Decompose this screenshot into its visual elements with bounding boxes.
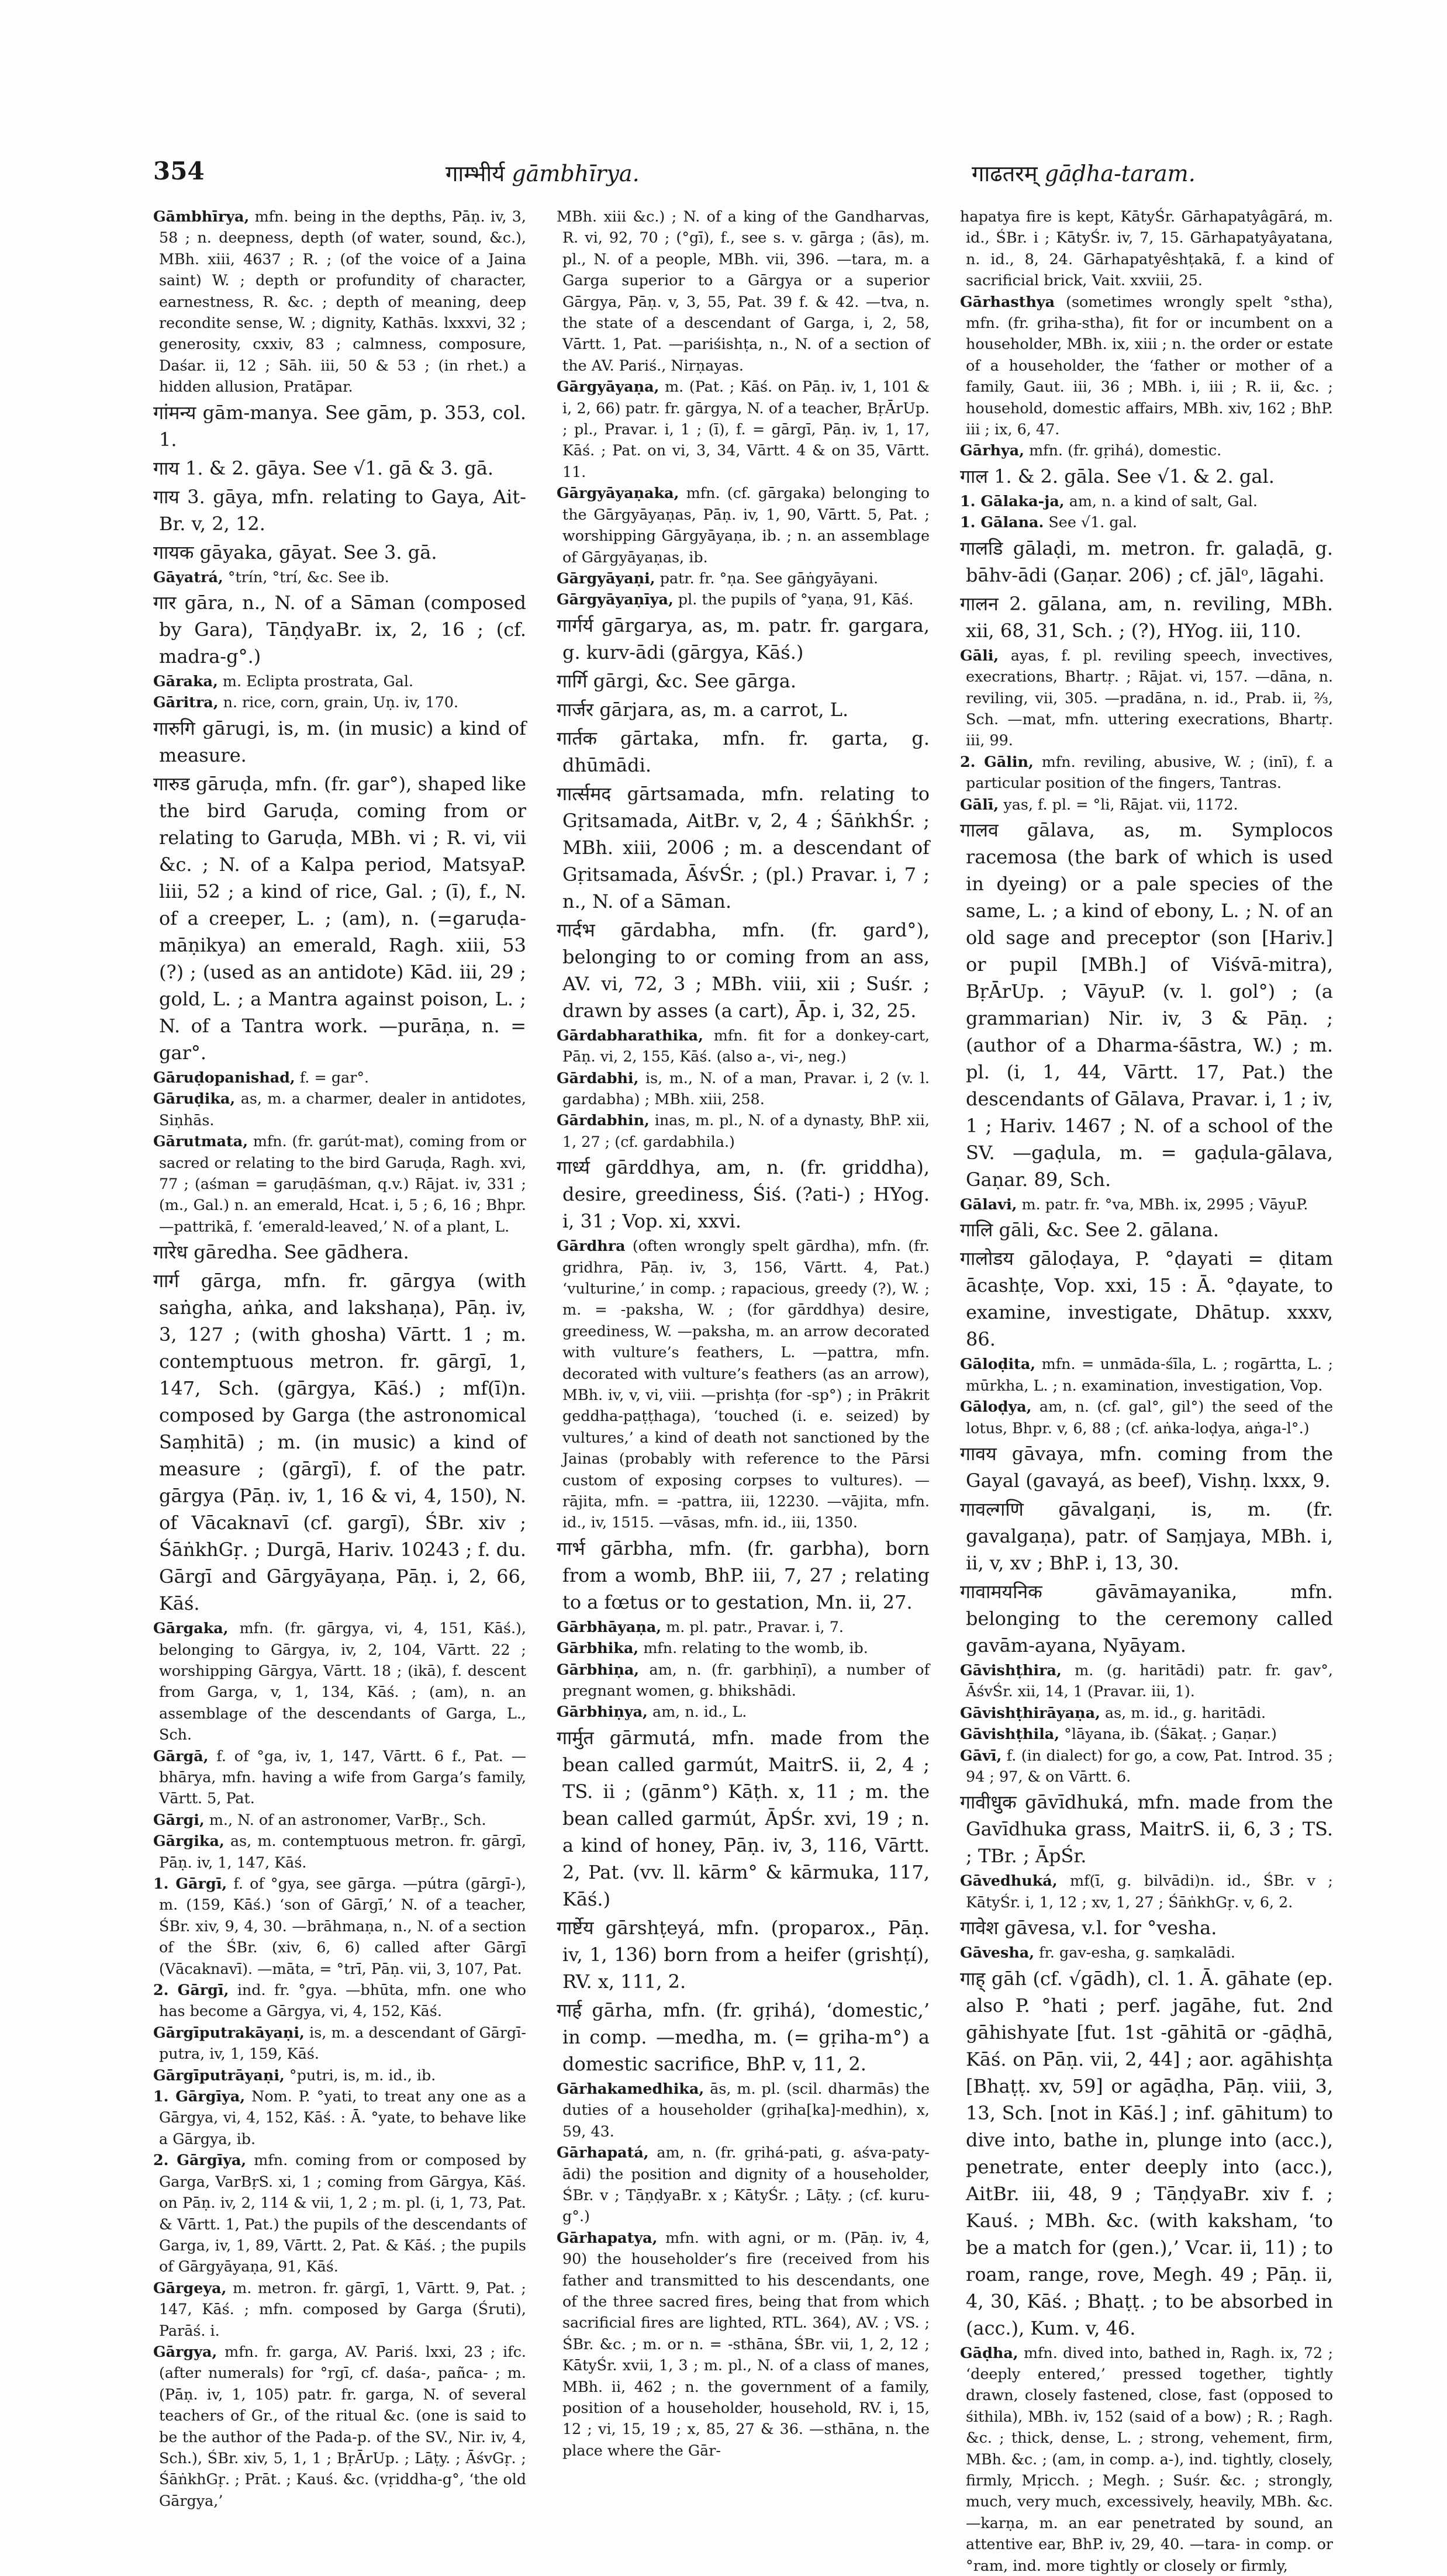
entry-keyword: गालव: [960, 818, 999, 841]
entry-text: patr. fr. °ṇa. See gāṅgyāyani.: [655, 569, 879, 587]
entry-text: m., N. of an astronomer, VarBṛ., Sch.: [204, 1810, 486, 1828]
dictionary-entry: [960, 751, 1333, 794]
entry-text: gām-manya. See gām, p. 353, col. 1.: [159, 401, 526, 451]
entry-text: gārddhya, am, n. (fr. griddha), desire, greediness, Śiś. (?ati-) ; HYog. i, 31 ; Vop. xi, xxvi.: [562, 1156, 930, 1233]
entry-text: f. of °gya, see gārga. —pútra (gārgī-), m. (159, Kāś.) ‘son of Gārgī,’ N. of a teacher, ŚBr. xiv, 9, 4, 30. —brāhmaṇa, n., N. of a section of the ŚBr. (xiv, 6, 6) called after Gārgī (Vācaknavī). —māta, = °trī, Pāṇ. vii, 3, 107, Pat.: [159, 1875, 526, 1977]
entry-text: gālava, as, m. Symplocos racemosa (the bark of which is used in dyeing) or a pale species of the same, L. ; a kind of ebony, L. ; N. of an old sage and preceptor (son [Hariv.] or pupil [MBh.] of Viśvā-mitra), BṛĀrUp. ; VāyuP. (v. l. gol°) ; (a grammarian) Nir. iv, 3 & Pāṇ. ; (author of a Dharma-śāstra, W.) ; m. pl. (i, 1, 44, Vārtt. 17, Pat.) the descendants of Gālava, Pravar. i, 1 ; iv, 1 ; Hariv. 1467 ; N. of a school of the SV. —gaḍula, m. = gaḍula-gālava, Gaṇar. 89, Sch.: [966, 818, 1333, 1191]
entry-keyword: गावीधुक: [960, 1791, 1017, 1814]
entry-keyword: Gārgyāyaṇa,: [557, 378, 659, 396]
entry-keyword: गार्त्समद: [557, 782, 612, 805]
dictionary-headword-entry: [960, 817, 1333, 1193]
dictionary-entry: [960, 1659, 1333, 1702]
entry-text: gārgi, &c. See gārga.: [587, 669, 797, 692]
entry-text: gāra, n., N. of a Sāman (composed by Gara), TāṇḍyaBr. ix, 2, 16 ; (cf. madra-g°.): [159, 592, 526, 668]
dictionary-entry: [960, 645, 1333, 751]
dictionary-entry: [557, 589, 930, 610]
entry-text: gāredha. See gādhera.: [188, 1241, 409, 1264]
dictionary-entry: [153, 206, 526, 397]
entry-keyword: गाय: [153, 457, 179, 479]
entry-text: gārugi, is, m. (in music) a kind of measure.: [159, 717, 526, 766]
entry-keyword: 1. Gārgī,: [153, 1875, 227, 1892]
entry-keyword: Gāli,: [960, 646, 999, 664]
entry-keyword: Gāraka,: [153, 672, 218, 690]
dictionary-entry: [153, 1130, 526, 1237]
entry-text: gāvīdhuká, mfn. made from the Gavīdhuka grass, MaitrS. ii, 6, 3 ; TS. ; TBr. ; ĀpŚr.: [966, 1791, 1333, 1868]
dictionary-entry: [153, 1745, 526, 1809]
entry-keyword: गार्ग: [153, 1270, 179, 1292]
dictionary-entry: [153, 2086, 526, 2149]
dictionary-entry: [153, 2277, 526, 2341]
dictionary-headword-entry: [153, 1267, 526, 1617]
entry-keyword: गाल: [960, 465, 989, 487]
entry-text: gārha, mfn. (fr. gṛihá), ‘domestic,’ in comp. —medha, m. (= gṛiha-m°) a domestic sacrifice, BhP. v, 11, 2.: [562, 1998, 930, 2075]
entry-keyword: गालि: [960, 1219, 993, 1242]
entry-keyword: गार्ध्य: [557, 1156, 590, 1179]
dictionary-entry: [153, 2149, 526, 2277]
entry-text: (often wrongly spelt gārdha), mfn. (fr. gridhra, Pāṇ. iv, 3, 156, Vārtt. 4, Pat.) ‘vulturine,’ in comp. ; rapacious, greedy (?), W. ; m. = -paksha, W. ; (for gārddhya) desire, greediness, W. —paksha, m. an arrow decorated with vulture’s feathers, L. —pattra, mfn. decorated with vulture’s feathers (as an arrow), MBh. iv, v, vi, viii. —prishṭa (for -sp°) ; in Prākrit geddha-paṭṭhaga), ‘touched (i. e. seized) by vultures,’ a kind of death not sanctioned by the Jainas (probably with reference to the Pārsi custom of exposing corpses to vultures). —rājita, mfn. = -pattra, iii, 12230. —vājita, mfn. id., iv, 1515. —vāsas, mfn. id., iii, 1350.: [562, 1237, 930, 1531]
entry-text: gārgarya, as, m. patr. fr. gargara, g. kurv-ādi (gārgya, Kāś.): [562, 614, 930, 663]
dictionary-headword-entry: [153, 399, 526, 453]
entry-text: 3. gāya, mfn. relating to Gaya, Ait-Br. v, 2, 12.: [159, 485, 526, 535]
entry-text: mfn. relating to the womb, ib.: [638, 1639, 868, 1657]
dictionary-entry: [960, 1745, 1333, 1787]
entry-text: gārtaka, mfn. fr. garta, g. dhūmādi.: [562, 727, 930, 776]
entry-text: m. (Pat. ; Kāś. on Pāṇ. iv, 1, 101 & i, 2, 66) patr. fr. gārgya, N. of a teacher, BṛĀrUp. ; pl., Pravar. i, 1 ; (ī), f. = gārgī, Pāṇ. iv, 1, 17, Kāś. ; Pat. on vi, 3, 34, Vārtt. 4 & on 35, Vārtt. 11.: [562, 378, 930, 480]
entry-text: See √1. gal.: [1044, 513, 1137, 531]
dictionary-headword-entry: [960, 463, 1333, 490]
entry-keyword: Gārbhiṇa,: [557, 1660, 640, 1678]
entry-keyword: Gāvishṭhila,: [960, 1725, 1060, 1743]
right-headword: [972, 158, 1196, 188]
dictionary-headword-entry: [557, 1914, 930, 1995]
dictionary-headword-entry: [960, 1789, 1333, 1869]
entry-text: (sometimes wrongly spelt °stha), mfn. (fr. griha-stha), fit for or incumbent on a householder, MBh. ix, xiii ; n. the order or estate of a householder, the ‘father or mother of a family, Gaut. iii, 36 ; MBh. i, iii ; R. ii, &c. ; household, domestic affairs, MBh. xiv, 162 ; BhP. iii ; ix, 6, 47.: [966, 292, 1333, 438]
entry-text: m. metron. fr. gārgī, 1, Vārtt. 9, Pat. ; 147, Kāś. ; mfn. composed by Garga (Śruti), Parāś. i.: [159, 2278, 526, 2339]
entry-keyword: Gāvishṭhira,: [960, 1661, 1062, 1679]
dictionary-headword-entry: [153, 715, 526, 769]
entry-text: gālaḍi, m. metron. fr. galaḍā, g. bāhv-ādi (Gaṇar. 206) ; cf. jālᵒ, lāgahi.: [966, 537, 1333, 586]
entry-keyword: Gārgika,: [153, 1832, 225, 1850]
entry-text: 1. & 2. gāla. See √1. & 2. gal.: [988, 465, 1275, 487]
entry-keyword: गालन: [960, 592, 999, 615]
entry-keyword: Gārhapatá,: [557, 2143, 649, 2162]
dictionary-headword-entry: [960, 1216, 1333, 1243]
entry-keyword: Gārutmata,: [153, 1132, 248, 1150]
entry-text: ayas, f. pl. reviling speech, invectives, execrations, Bhartṛ. ; Rājat. vi, 157. —dāna, n. reviling, vii, 305. —pradāna, n. id., Prab. ii, ⅔, Sch. —mat, mfn. uttering execrations, Bhartṛ. iii, 99.: [966, 646, 1333, 749]
entry-keyword: गार्ह: [557, 1998, 582, 2021]
entry-text: gāloḍaya, P. °ḍayati = ḍitam ācashṭe, Vop. xxi, 15 : Ā. °ḍayate, to examine, investigate, Dhātup. xxxv, 86.: [966, 1247, 1333, 1351]
dictionary-headword-entry: [557, 917, 930, 1024]
dictionary-entry: [557, 1701, 930, 1722]
dictionary-headword-entry: [960, 1965, 1333, 2342]
entry-keyword: गालोडय: [960, 1247, 1014, 1270]
entry-keyword: Gārgā,: [153, 1747, 209, 1765]
entry-text: mfn. with agni, or m. (Pāṇ. iv, 4, 90) the householder’s fire (received from his father and transmitted to his descendants, one of the three sacred fires, being that from which sacrificial fires are lighted, RTL. 364), AV. ; VS. ; ŚBr. &c. ; m. or n. = -sthāna, ŚBr. vii, 1, 2, 12 ; KātyŚr. xvii, 1, 3 ; m. pl., N. of a class of manes, MBh. ii, 462 ; n. the government of a family, position of a householder, household, RV. i, 15, 12 ; vi, 15, 19 ; x, 85, 27 & 36. —sthāna, n. the place where the Gār-: [562, 2228, 930, 2459]
entry-text: ind. fr. °gya. —bhūta, mfn. one who has become a Gārgya, vi, 4, 152, Kāś.: [159, 1981, 526, 2020]
entry-text: hapatya fire is kept, KātyŚr. Gārhapatyâgārá, m. id., ŚBr. i ; KātyŚr. iv, 7, 15. Gārhapatyâyatana, n. id., 8, 24. Gārhapatyêshṭakā, f. a kind of sacrificial brick, Vait. xxviii, 25.: [960, 208, 1333, 289]
entry-keyword: Gāruḍopanishad,: [153, 1068, 295, 1086]
entry-keyword: गाह्: [960, 1967, 986, 1990]
entry-text: ās, m. pl. (scil. dharmās) the duties of a householder (gṛiha[ka]-medhin), x, 59, 43.: [562, 2079, 930, 2140]
entry-keyword: गाय: [153, 485, 179, 508]
dictionary-headword-entry: [557, 780, 930, 915]
entry-keyword: Gāloḍya,: [960, 1398, 1032, 1416]
entry-keyword: गार्दभ: [557, 918, 595, 941]
dictionary-entry: [153, 691, 526, 713]
entry-keyword: Gārgīputrakāyaṇi,: [153, 2023, 305, 2041]
entry-keyword: गार्तक: [557, 727, 598, 749]
entry-text: as, m. a charmer, dealer in antidotes, Siṇhās.: [159, 1090, 526, 1129]
entry-keyword: Gārgyāyaṇi,: [557, 569, 655, 587]
entry-text: 1. & 2. gāya. See √1. gā & 3. gā.: [179, 457, 494, 479]
entry-text: gāruḍa, mfn. (fr. gar°), shaped like the bird Garuḍa, coming from or relating to Garuḍa, MBh. vi ; R. vi, vii &c. ; N. of a Kalpa period, MatsyaP. liii, 52 ; a kind of rice, Gal. ; (ī), f., N. of a creeper, L. ; (am), n. (=garuḍa-māṇikya) an emerald, Ragh. xiii, 53 (?) ; (used as an antidote) Kād. iii, 29 ; gold, L. ; a Mantra against poison, L. ; N. of a Tantra work. —purāṇa, n. = gar°.: [159, 772, 526, 1064]
dictionary-headword-entry: [960, 1245, 1333, 1353]
entry-text: f. (in dialect) for go, a cow, Pat. Introd. 35 ; 94 ; 97, & on Vārtt. 6.: [966, 1746, 1333, 1785]
entry-keyword: 2. Gālin,: [960, 752, 1034, 770]
entry-keyword: गारुगि: [153, 717, 195, 739]
entry-text: mfn. reviling, abusive, W. ; (inī), f. a particular position of the fingers, Tantras.: [966, 752, 1334, 792]
entry-text: gārmutá, mfn. made from the bean called garmút, MaitrS. ii, 2, 4 ; TS. ii ; (gānm°) Kāṭh. x, 11 ; m. the bean called garmút, ĀpŚr. xvi, 19 ; n. a kind of honey, Pāṇ. iv, 3, 116, Vārtt. 2, Pat. (vv. ll. kārm° & kārmuka, 117, Kāś.): [562, 1726, 930, 1910]
dictionary-entry: [557, 2142, 930, 2227]
entry-text: gārshṭeyá, mfn. (proparox., Pāṇ. iv, 1, 136) born from a heifer (grishṭí), RV. x, 111, 2.: [562, 1916, 930, 1993]
dictionary-entry: [557, 482, 930, 568]
entry-keyword: Gāvedhuká,: [960, 1872, 1058, 1890]
entry-text: mfn. (fr. gṛihá), domestic.: [1024, 441, 1222, 459]
entry-keyword: Gārgyāyaṇīya,: [557, 590, 674, 608]
dictionary-headword-entry: [153, 1239, 526, 1265]
dictionary-headword-entry: [960, 1440, 1333, 1494]
dictionary-entry: [557, 568, 930, 589]
entry-keyword: Gāyatrá,: [153, 568, 223, 586]
dictionary-entry: [153, 1873, 526, 1979]
entry-text: gārjara, as, m. a carrot, L.: [593, 698, 849, 721]
entry-keyword: Gārdabharathika,: [557, 1026, 703, 1044]
entry-text: °lāyana, ib. (Śākaṭ. ; Gaṇar.): [1059, 1725, 1277, 1743]
entry-text: gāvaya, mfn. coming from the Gayal (gavayá, as beef), Vishṇ. lxxx, 9.: [966, 1442, 1333, 1492]
dictionary-entry: [153, 1809, 526, 1830]
dictionary-entry: [960, 490, 1333, 511]
entry-text: pl. the pupils of °yaṇa, 91, Kāś.: [673, 590, 914, 608]
entry-text: gārbha, mfn. (fr. garbha), born from a womb, BhP. iii, 7, 27 ; relating to a fœtus or to gestation, Mn. ii, 27.: [562, 1537, 930, 1613]
dictionary-headword-entry: [557, 668, 930, 694]
dictionary-entry: [960, 1870, 1333, 1913]
dictionary-entry: [960, 1194, 1333, 1215]
dictionary-entry: [557, 1659, 930, 1702]
right-headword-roman: gāḍha-taram.: [1044, 161, 1196, 186]
dictionary-entry: [153, 1617, 526, 1745]
dictionary-columns: [153, 206, 1334, 2574]
entry-text: MBh. xiii &c.) ; N. of a king of the Gandharvas, R. vi, 92, 70 ; (°gī), f., see s. v. gārga ; (ās), m. pl., N. of a people, MBh. vii, 396. —tara, m. a Garga superior to a Gārgya or a superior Gārgya, Pāṇ. v, 3, 55, Pat. 39 f. & 42. —tva, n. the state of a descendant of Garga, i, 2, 58, Vārtt. 1, Pat. —pariśishṭa, n., N. of a section of the AV. Pariś., Nirṇayas.: [557, 208, 930, 374]
entry-text: gāh (cf. √gādh), cl. 1. Ā. gāhate (ep. also P. °hati ; perf. jagāhe, fut. 2nd gāhishyate [fut. 1st -gāhitā or -gāḍhā, Kāś. on Pāṇ. vii, 2, 44] ; aor. agāhishṭa [Bhaṭṭ. xv, 59] or agāḍha, Pāṇ. viii, 3, 13, Sch. [not in Kāś.] ; inf. gāhitum) to dive into, bathe in, plunge into (acc.), penetrate, enter deeply into (acc.), AitBr. iii, 48, 9 ; TāṇḍyaBr. xiv f. ; Kauś. ; MBh. &c. (with kaksham, ‘to be a match for (gen.),’ Vcar. ii, 11) ; to roam, range, rove, Megh. 49 ; Pāṇ. ii, 4, 30, Kāś. ; Bhaṭṭ. ; to be absorbed in (acc.), Kum. v, 46.: [966, 1967, 1333, 2339]
entry-text: f. = gar°.: [295, 1068, 369, 1086]
entry-text: mfn. (fr. gārgya, vi, 4, 151, Kāś.), belonging to Gārgya, iv, 2, 104, Vārtt. 22 ; worshipping Gārgya, Vārtt. 18 ; (ikā), f. descent from Garga, v, 1, 134, Kāś. ; (am), n. an assemblage of the descendants of Garga, L., Sch.: [159, 1619, 526, 1744]
entry-text: mfn. (fr. garút-mat), coming from or sacred or relating to the bird Garuḍa, Ragh. xvi, 77 ; (aśman = garuḍāśman, q.v.) Rājat. iv, 331 ; (m., Gal.) n. an emerald, Hcat. i, 5 ; 6, 16 ; Bhpr. —pattrikā, f. ‘emerald-leaved,’ N. of a plant, L.: [159, 1132, 526, 1235]
right-headword-devanagari: गाढतरम्: [972, 161, 1038, 186]
entry-text: 2. gālana, am, n. reviling, MBh. xii, 68, 31, Sch. ; (?), HYog. iii, 110.: [966, 592, 1333, 642]
entry-keyword: Gārbhika,: [557, 1639, 639, 1657]
dictionary-headword-entry: [557, 696, 930, 723]
entry-text: °putri, is, m. id., ib.: [284, 2066, 436, 2084]
entry-text: mfn. fr. garga, AV. Pariś. lxxi, 23 ; ifc. (after numerals) for °rgī, cf. daśa-, pañca- ; m. (Pāṇ. iv, 1, 105) patr. fr. garga, N. of several teachers of Gr., of the ritual &c. (one is said to be the author of the Pada-p. of the SV., Nir. iv, 4, Sch.), ŚBr. xiv, 5, 1, 1 ; BṛĀrUp. ; Lāṭy. ; ĀśvGṛ. ; ŚāṅkhGṛ. ; Prāt. ; Kauś. &c. (vṛiddha-g°, ‘the old Gārgya,’: [159, 2342, 526, 2509]
dictionary-headword-entry: [557, 612, 930, 666]
entry-text: mf(ī, g. bilvādi)n. id., ŚBr. v ; KātyŚr. i, 1, 12 ; xv, 1, 27 ; ŚāṅkhGṛ. v, 6, 2.: [966, 1872, 1333, 1911]
entry-text: am, n. id., L.: [647, 1703, 747, 1721]
entry-text: am, n. a kind of salt, Gal.: [1064, 492, 1258, 510]
dictionary-entry: [153, 1088, 526, 1130]
entry-keyword: गार्गर्य: [557, 614, 593, 637]
entry-keyword: Gārhya,: [960, 441, 1025, 459]
entry-keyword: गावल्गणि: [960, 1498, 1024, 1520]
entry-text: gāvāmayanika, mfn. belonging to the ceremony called gavām-ayana, Nyāyam.: [966, 1580, 1333, 1657]
entry-text: as, m. contemptuous metron. fr. gārgī, Pāṇ. iv, 1, 147, Kāś.: [159, 1832, 526, 1871]
page-number: 354: [153, 157, 205, 185]
entry-keyword: Gārdabhin,: [557, 1111, 650, 1129]
dictionary-entry: [153, 1067, 526, 1088]
dictionary-entry: [557, 1235, 930, 1533]
dictionary-headword-entry: [557, 725, 930, 779]
entry-text: m. pl. patr., Pravar. i, 7.: [661, 1617, 844, 1635]
entry-text: mfn. dived into, bathed in, Ragh. ix, 72 ; ‘deeply entered,’ pressed together, tightly drawn, closely fastened, close, fast (opposed to śithila), MBh. iv, 152 (said of a bow) ; R. ; Ragh. &c. ; thick, dense, L. ; strong, vehement, firm, MBh. &c. ; (am, in comp. a-), ind. tightly, closely, firmly, Mṛicch. ; Megh. ; Suśr. &c. ; strongly, much, very much, excessively, heavily, MBh. &c. —karṇa, m. an ear penetrated by sound, an attentive ear, BhP. iv, 29, 40. —tara- in comp. or °ram, ind. more tightly or closely or firmly,: [966, 2343, 1333, 2574]
entry-text: n. rice, corn, grain, Uṇ. iv, 170.: [218, 693, 459, 711]
entry-keyword: Gārhasthya: [960, 292, 1055, 310]
dictionary-entry: [557, 206, 930, 376]
entry-keyword: Gārgyāyaṇaka,: [557, 484, 679, 502]
dictionary-entry: [153, 1830, 526, 1873]
entry-text: fr. gav-esha, g. saṃkalādi.: [1034, 1944, 1235, 1962]
entry-keyword: गार्जर: [557, 698, 594, 721]
entry-keyword: Gārbhāyaṇa,: [557, 1617, 662, 1635]
dictionary-entry: [153, 2341, 526, 2511]
entry-text: °trín, °trí, &c. See ib.: [223, 568, 389, 586]
dictionary-headword-entry: [153, 589, 526, 670]
entry-keyword: गार्गि: [557, 669, 588, 692]
dictionary-headword-entry: [557, 1724, 930, 1913]
dictionary-entry: [557, 1637, 930, 1658]
dictionary-headword-entry: [557, 1997, 930, 2077]
dictionary-entry: [960, 1942, 1333, 1963]
entry-keyword: गारुड: [153, 772, 190, 795]
entry-keyword: गावय: [960, 1442, 997, 1465]
dictionary-entry: [153, 670, 526, 691]
dictionary-entry: [153, 2022, 526, 2065]
entry-keyword: Gārbhiṇya,: [557, 1703, 648, 1721]
entry-text: as, m. id., g. haritādi.: [1100, 1703, 1266, 1721]
dictionary-entry: [153, 566, 526, 587]
entry-text: mfn. = unmāda-śīla, L. ; rogārtta, L. ; mūrkha, L. ; n. examination, investigation, Vop.: [966, 1355, 1333, 1394]
entry-text: gāli, &c. See 2. gālana.: [993, 1219, 1219, 1242]
entry-keyword: Gārhapatya,: [557, 2228, 658, 2246]
dictionary-entry: [960, 2342, 1333, 2576]
entry-text: m. (g. haritādi) patr. fr. gav°, ĀśvŚr. xii, 14, 1 (Pravar. iii, 1).: [966, 1661, 1333, 1700]
entry-keyword: गारेध: [153, 1241, 188, 1264]
left-headword: [446, 158, 640, 188]
entry-keyword: Gārdabhi,: [557, 1069, 639, 1087]
column-3: [960, 206, 1334, 2574]
entry-keyword: Gāritra,: [153, 693, 219, 711]
dictionary-entry: [960, 1353, 1333, 1396]
entry-text: gāvesa, v.l. for °vesha.: [998, 1917, 1217, 1939]
column-1: [153, 206, 526, 2509]
entry-keyword: गांमन्य: [153, 401, 196, 424]
dictionary-entry: [557, 376, 930, 482]
running-header: [153, 157, 1334, 192]
entry-keyword: गार्ष्टेय: [557, 1916, 594, 1939]
entry-keyword: गावेश: [960, 1917, 999, 1939]
dictionary-entry: [960, 440, 1333, 461]
entry-keyword: 1. Gālana.: [960, 513, 1044, 531]
dictionary-headword-entry: [153, 770, 526, 1066]
dictionary-entry: [960, 511, 1333, 533]
entry-text: gāvalgaṇi, is, m. (fr. gavalgaṇa), patr. of Saṃjaya, MBh. i, ii, v, xv ; BhP. i, 13, 30.: [966, 1498, 1333, 1574]
entry-keyword: Gāvī,: [960, 1746, 1002, 1764]
dictionary-headword-entry: [960, 590, 1333, 644]
entry-keyword: 1. Gārgīya,: [153, 2087, 246, 2105]
entry-keyword: Gārgīputrāyaṇi,: [153, 2066, 285, 2084]
entry-keyword: 1. Gālaka-ja,: [960, 492, 1065, 510]
left-headword-devanagari: गाम्भीर्य: [446, 161, 505, 186]
entry-text: m. Eclipta prostrata, Gal.: [217, 672, 414, 690]
entry-keyword: Gāvesha,: [960, 1944, 1035, 1962]
entry-keyword: गालडि: [960, 537, 1003, 559]
entry-keyword: 2. Gārgī,: [153, 1981, 229, 1999]
entry-keyword: 2. Gārgīya,: [153, 2151, 247, 2169]
left-headword-roman: gāmbhīrya.: [512, 161, 640, 186]
entry-keyword: Gāmbhīrya,: [153, 208, 250, 225]
entry-text: is, m., N. of a man, Pravar. i, 2 (v. l. gardabha) ; MBh. xiii, 258.: [562, 1069, 930, 1108]
entry-keyword: Gārgeya,: [153, 2278, 227, 2297]
entry-keyword: गावामयनिक: [960, 1580, 1042, 1603]
dictionary-entry: [153, 1979, 526, 2022]
dictionary-entry: [960, 794, 1333, 815]
entry-keyword: Gārgi,: [153, 1810, 205, 1828]
entry-text: yas, f. pl. = °li, Rājat. vii, 1172.: [999, 795, 1238, 813]
dictionary-entry: [960, 291, 1333, 440]
entry-text: gāyaka, gāyat. See 3. gā.: [194, 541, 437, 563]
dictionary-entry: [557, 1109, 930, 1152]
dictionary-headword-entry: [153, 483, 526, 537]
entry-text: gārga, mfn. fr. gārgya (with saṅgha, aṅka, and lakshaṇa), Pāṇ. iv, 3, 127 ; (with ghosha) Vārtt. 1 ; m. contemptuous metron. fr. gārgī, 1, 147, Sch. (gārgya, Kāś.) ; mf(ī)n. composed by Garga (the astronomical Saṃhitā) ; m. (in music) a kind of measure ; (gārgī), f. of the patr. gārgya (Pāṇ. iv, 1, 16 & vi, 4, 150), N. of Vācaknavī (cf. gargī), ŚBr. xiv ; ŚāṅkhGṛ. ; Durgā, Hariv. 10243 ; f. du. Gārgī and Gārgyāyaṇa, Pāṇ. i, 2, 66, Kāś.: [159, 1270, 526, 1615]
entry-keyword: गार्भ: [557, 1537, 585, 1560]
entry-keyword: Gārhakamedhika,: [557, 2079, 704, 2097]
entry-text: mfn. fit for a donkey-cart, Pāṇ. vi, 2, 155, Kāś. (also a-, vi-, neg.): [562, 1026, 930, 1066]
dictionary-entry: [960, 1702, 1333, 1723]
entry-text: gārdabha, mfn. (fr. gard°), belonging to or coming from an ass, AV. vi, 72, 3 ; MBh. viii, xii ; Suśr. ; drawn by asses (a cart), Āp. i, 32, 25.: [562, 918, 930, 1022]
dictionary-headword-entry: [960, 1578, 1333, 1659]
dictionary-headword-entry: [960, 1914, 1333, 1941]
entry-keyword: Gārgaka,: [153, 1619, 229, 1637]
dictionary-headword-entry: [557, 1535, 930, 1616]
entry-text: inas, m. pl., N. of a dynasty, BhP. xii, 1, 27 ; (cf. gardabhila.): [562, 1111, 930, 1150]
entry-keyword: Gālī,: [960, 795, 999, 813]
entry-text: is, m. a descendant of Gārgī-putra, iv, 1, 159, Kāś.: [159, 2023, 526, 2063]
entry-keyword: Gārgya,: [153, 2342, 217, 2360]
entry-text: f. of °ga, iv, 1, 147, Vārtt. 6 f., Pat. —bhārya, mfn. having a wife from Garga’s family, Vārtt. 5, Pat.: [159, 1747, 526, 1807]
entry-text: mfn. (cf. gārgaka) belonging to the Gārgyāyaṇas, Pāṇ. iv, 1, 90, Vārtt. 5, Pat. ; worshipping Gārgyāyaṇa, ib. ; n. an assemblage of Gārgyāyaṇas, ib.: [562, 484, 930, 566]
entry-text: mfn. coming from or composed by Garga, VarBṛS. xi, 1 ; coming from Gārgya, Kāś. on Pāṇ. iv, 2, 114 & vii, 1, 2 ; m. pl. (i, 1, 73, Pat. & Vārtt. 1, Pat.) the pupils of the descendants of Garga, iv, 1, 89, Vārtt. 2, Pat. & Kāś. ; the pupils of Gārgyāyaṇa, 91, Kāś.: [159, 2151, 526, 2276]
dictionary-headword-entry: [960, 535, 1333, 589]
entry-keyword: गार्मुत: [557, 1726, 594, 1749]
dictionary-entry: [557, 2227, 930, 2461]
entry-keyword: Gālavi,: [960, 1195, 1017, 1213]
dictionary-entry: [557, 1025, 930, 1067]
dictionary-entry: [153, 2065, 526, 2086]
entry-text: gārtsamada, mfn. relating to Gṛitsamada, AitBr. v, 2, 4 ; ŚāṅkhŚr. ; MBh. xiii, 2006 ; m. a descendant of Gṛitsamada, ĀśvŚr. ; (pl.) Pravar. i, 7 ; n., N. of a Sāman.: [562, 782, 930, 912]
entry-text: Nom. P. °yati, to treat any one as a Gārgya, vi, 4, 152, Kāś. : Ā. °yate, to behave like a Gārgya, ib.: [159, 2087, 526, 2148]
entry-keyword: Gāruḍika,: [153, 1090, 236, 1108]
dictionary-headword-entry: [153, 539, 526, 566]
entry-keyword: Gāvishṭhirāyaṇa,: [960, 1703, 1100, 1721]
entry-keyword: गायक: [153, 541, 194, 563]
dictionary-entry: [557, 1616, 930, 1637]
dictionary-headword-entry: [557, 1154, 930, 1235]
dictionary-entry: [960, 1723, 1333, 1744]
entry-keyword: Gāloḍita,: [960, 1355, 1036, 1373]
entry-text: mfn. being in the depths, Pāṇ. iv, 3, 58 ; n. deepness, depth (of water, sound, &c.), MBh. xiii, 4637 ; R. ; (of the voice of a Jaina saint) W. ; depth or profundity of character, earnestness, R. &c. ; depth of meaning, deep recondite sense, W. ; dignity, Kathās. lxxxvi, 32 ; generosity, cxxiv, 83 ; calmness, composure, Daśar. ii, 12 ; Sāh. iii, 50 & 53 ; (in rhet.) a hidden allusion, Pratāpar.: [159, 208, 526, 396]
entry-keyword: गार: [153, 592, 177, 614]
entry-keyword: Gārdhra: [557, 1237, 626, 1255]
dictionary-headword-entry: [960, 1496, 1333, 1576]
dictionary-headword-entry: [153, 455, 526, 482]
dictionary-entry: [960, 1396, 1333, 1439]
entry-text: am, n. (cf. gal°, gil°) the seed of the lotus, Bhpr. v, 6, 88 ; (cf. aṅka-loḍya, aṅga-l°.): [966, 1398, 1333, 1437]
dictionary-entry: [960, 206, 1333, 291]
dictionary-entry: [557, 2078, 930, 2142]
entry-keyword: Gāḍha,: [960, 2343, 1018, 2361]
entry-text: m. patr. fr. °va, MBh. ix, 2995 ; VāyuP.: [1017, 1195, 1308, 1213]
entry-text: am, n. (fr. gṛihá-pati, g. aśva-paty-ādi) the position and dignity of a householder, ŚBr. v ; TāṇḍyaBr. x ; KātyŚr. ; Lāṭy. ; (cf. kuru-g°.): [562, 2143, 930, 2225]
column-2: [557, 206, 930, 2459]
dictionary-entry: [557, 1067, 930, 1110]
entry-text: am, n. (fr. garbhiṇī), a number of pregnant women, g. bhikshādi.: [562, 1660, 930, 1700]
